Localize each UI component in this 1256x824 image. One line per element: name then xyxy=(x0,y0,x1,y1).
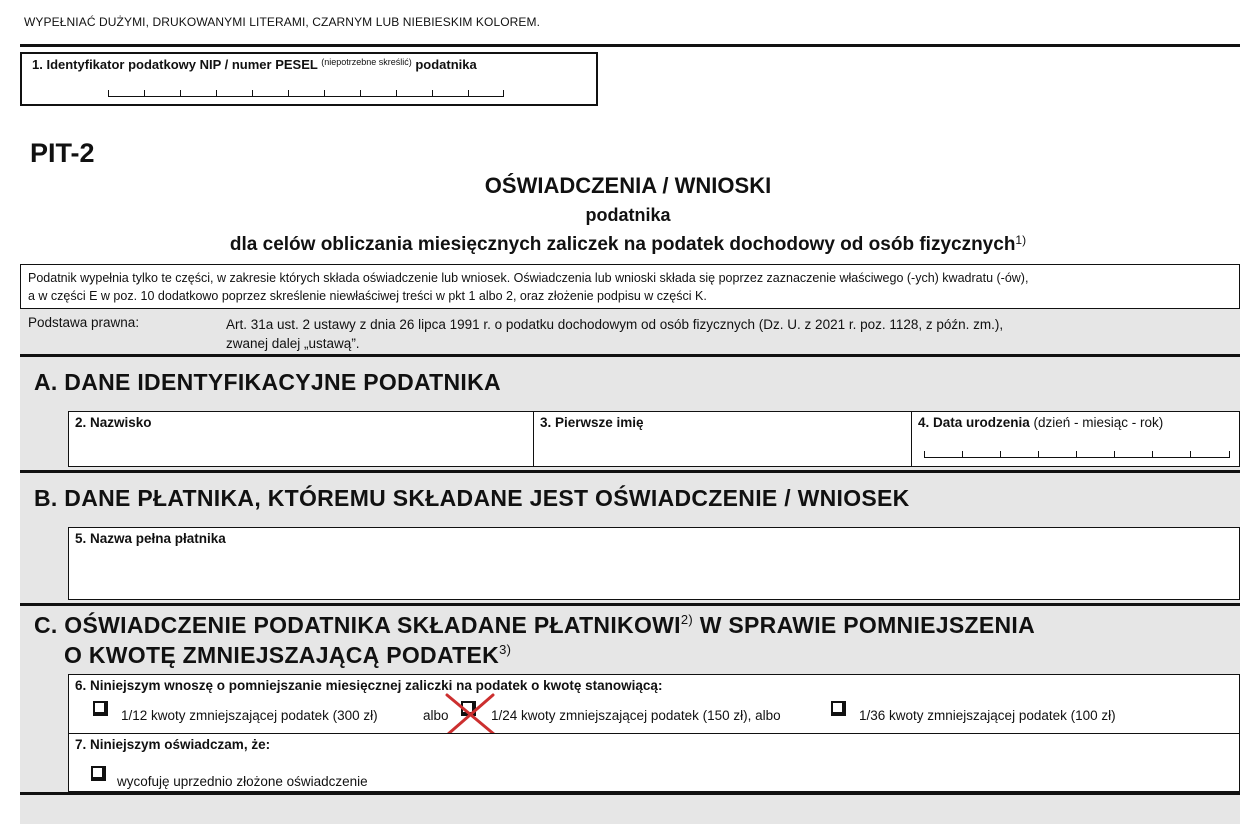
nip-digit-boxes[interactable] xyxy=(108,89,504,97)
legal-basis xyxy=(20,308,1240,354)
section-d-partial xyxy=(20,795,1240,824)
reduction-request-field xyxy=(68,674,1240,734)
reduction-request-label: 6. Niniejszym wnoszę o pomniejszanie miesięcznej zaliczki na podatek o kwotę stanowiącą: xyxy=(75,678,663,693)
nip-pesel-label: 1. Identyfikator podatkowy NIP / numer PESEL $^{(niepotrzebne skreślić)}$ podatnika xyxy=(32,57,477,72)
instructions: Podatnik wypełnia tylko te części, w zakresie których składa oświadczenie lub wniosek. Oświadczenia lub wnioski składa się poprzez zaznaczenie właściwego (-ych) kwadratu (-ów), a w części E w poz. 10 dodatkowo poprzez skreślenie niewłaściwej treści w pkt 1 albo 2, oraz złożenie podpisu w części K. xyxy=(20,264,1240,308)
checkbox-1-12[interactable] xyxy=(93,701,108,716)
form-code: PIT-2 xyxy=(30,138,95,168)
legal-basis-label: Podstawa prawna: xyxy=(28,315,140,330)
first-name-field[interactable] xyxy=(533,411,912,467)
form-purpose: dla celów obliczania miesięcznych zaliczek na podatek dochodowy od osób fizycznych$^{1)}$ xyxy=(229,233,1027,255)
header-rule xyxy=(20,44,1240,47)
birth-date-field[interactable] xyxy=(911,411,1240,467)
section-b-title: B. DANE PŁATNIKA, KTÓREMU SKŁADANE JEST OŚWIADCZENIE / WNIOSEK xyxy=(34,485,910,511)
first-name-label: 3. Pierwsze imię xyxy=(540,415,644,430)
section-c-title-line2: O KWOTĘ ZMNIEJSZAJĄCĄ PODATEK$^{3)}$ xyxy=(64,642,512,668)
section-c xyxy=(20,606,1240,792)
payer-name-field[interactable] xyxy=(68,527,1240,600)
option-1-12-label: 1/12 kwoty zmniejszającej podatek (300 zł) xyxy=(121,708,378,723)
nip-pesel-field[interactable] xyxy=(20,52,598,106)
birth-date-label: 4. Data urodzenia (dzień - miesiąc - rok) xyxy=(918,415,1164,430)
legal-basis-text: Art. 31a ust. 2 ustawy z dnia 26 lipca 1991 r. o podatku dochodowym od osób fizycznych (Dz. U. z 2021 r. poz. 1128, z późn. zm.), zwanej dalej „ustawą”. xyxy=(226,317,1004,351)
surname-field[interactable] xyxy=(68,411,534,467)
albo-label: albo xyxy=(423,708,449,723)
section-a-title: A. DANE IDENTYFIKACYJNE PODATNIKA xyxy=(34,369,501,395)
checkbox-1-36[interactable] xyxy=(831,701,846,716)
payer-name-label: 5. Nazwa pełna płatnika xyxy=(75,531,226,546)
option-1-36-label: 1/36 kwoty zmniejszającej podatek (100 zł) xyxy=(859,708,1116,723)
section-b xyxy=(20,473,1240,603)
withdraw-option-label: wycofuję uprzednio złożone oświadczenie xyxy=(117,774,368,789)
section-c-title-line1: C. OŚWIADCZENIE PODATNIKA SKŁADANE PŁATNIKOWI$^{2)}$ W SPRAWIE POMNIEJSZENIA xyxy=(34,612,1036,638)
fill-instruction: WYPEŁNIAĆ DUŻYMI, DRUKOWANYMI LITERAMI, CZARNYM LUB NIEBIESKIM KOLOREM. xyxy=(24,15,541,29)
surname-label: 2. Nazwisko xyxy=(75,415,152,430)
form-subtitle: podatnika xyxy=(585,205,671,225)
withdraw-statement-label: 7. Niniejszym oświadczam, że: xyxy=(75,737,271,752)
withdraw-statement-field xyxy=(68,733,1240,792)
birth-date-boxes[interactable] xyxy=(924,450,1230,458)
section-a xyxy=(20,357,1240,470)
checkbox-withdraw[interactable] xyxy=(91,766,106,781)
form-title: OŚWIADCZENIA / WNIOSKI xyxy=(484,173,772,198)
option-1-24-label: 1/24 kwoty zmniejszającej podatek (150 zł), albo xyxy=(491,708,781,723)
